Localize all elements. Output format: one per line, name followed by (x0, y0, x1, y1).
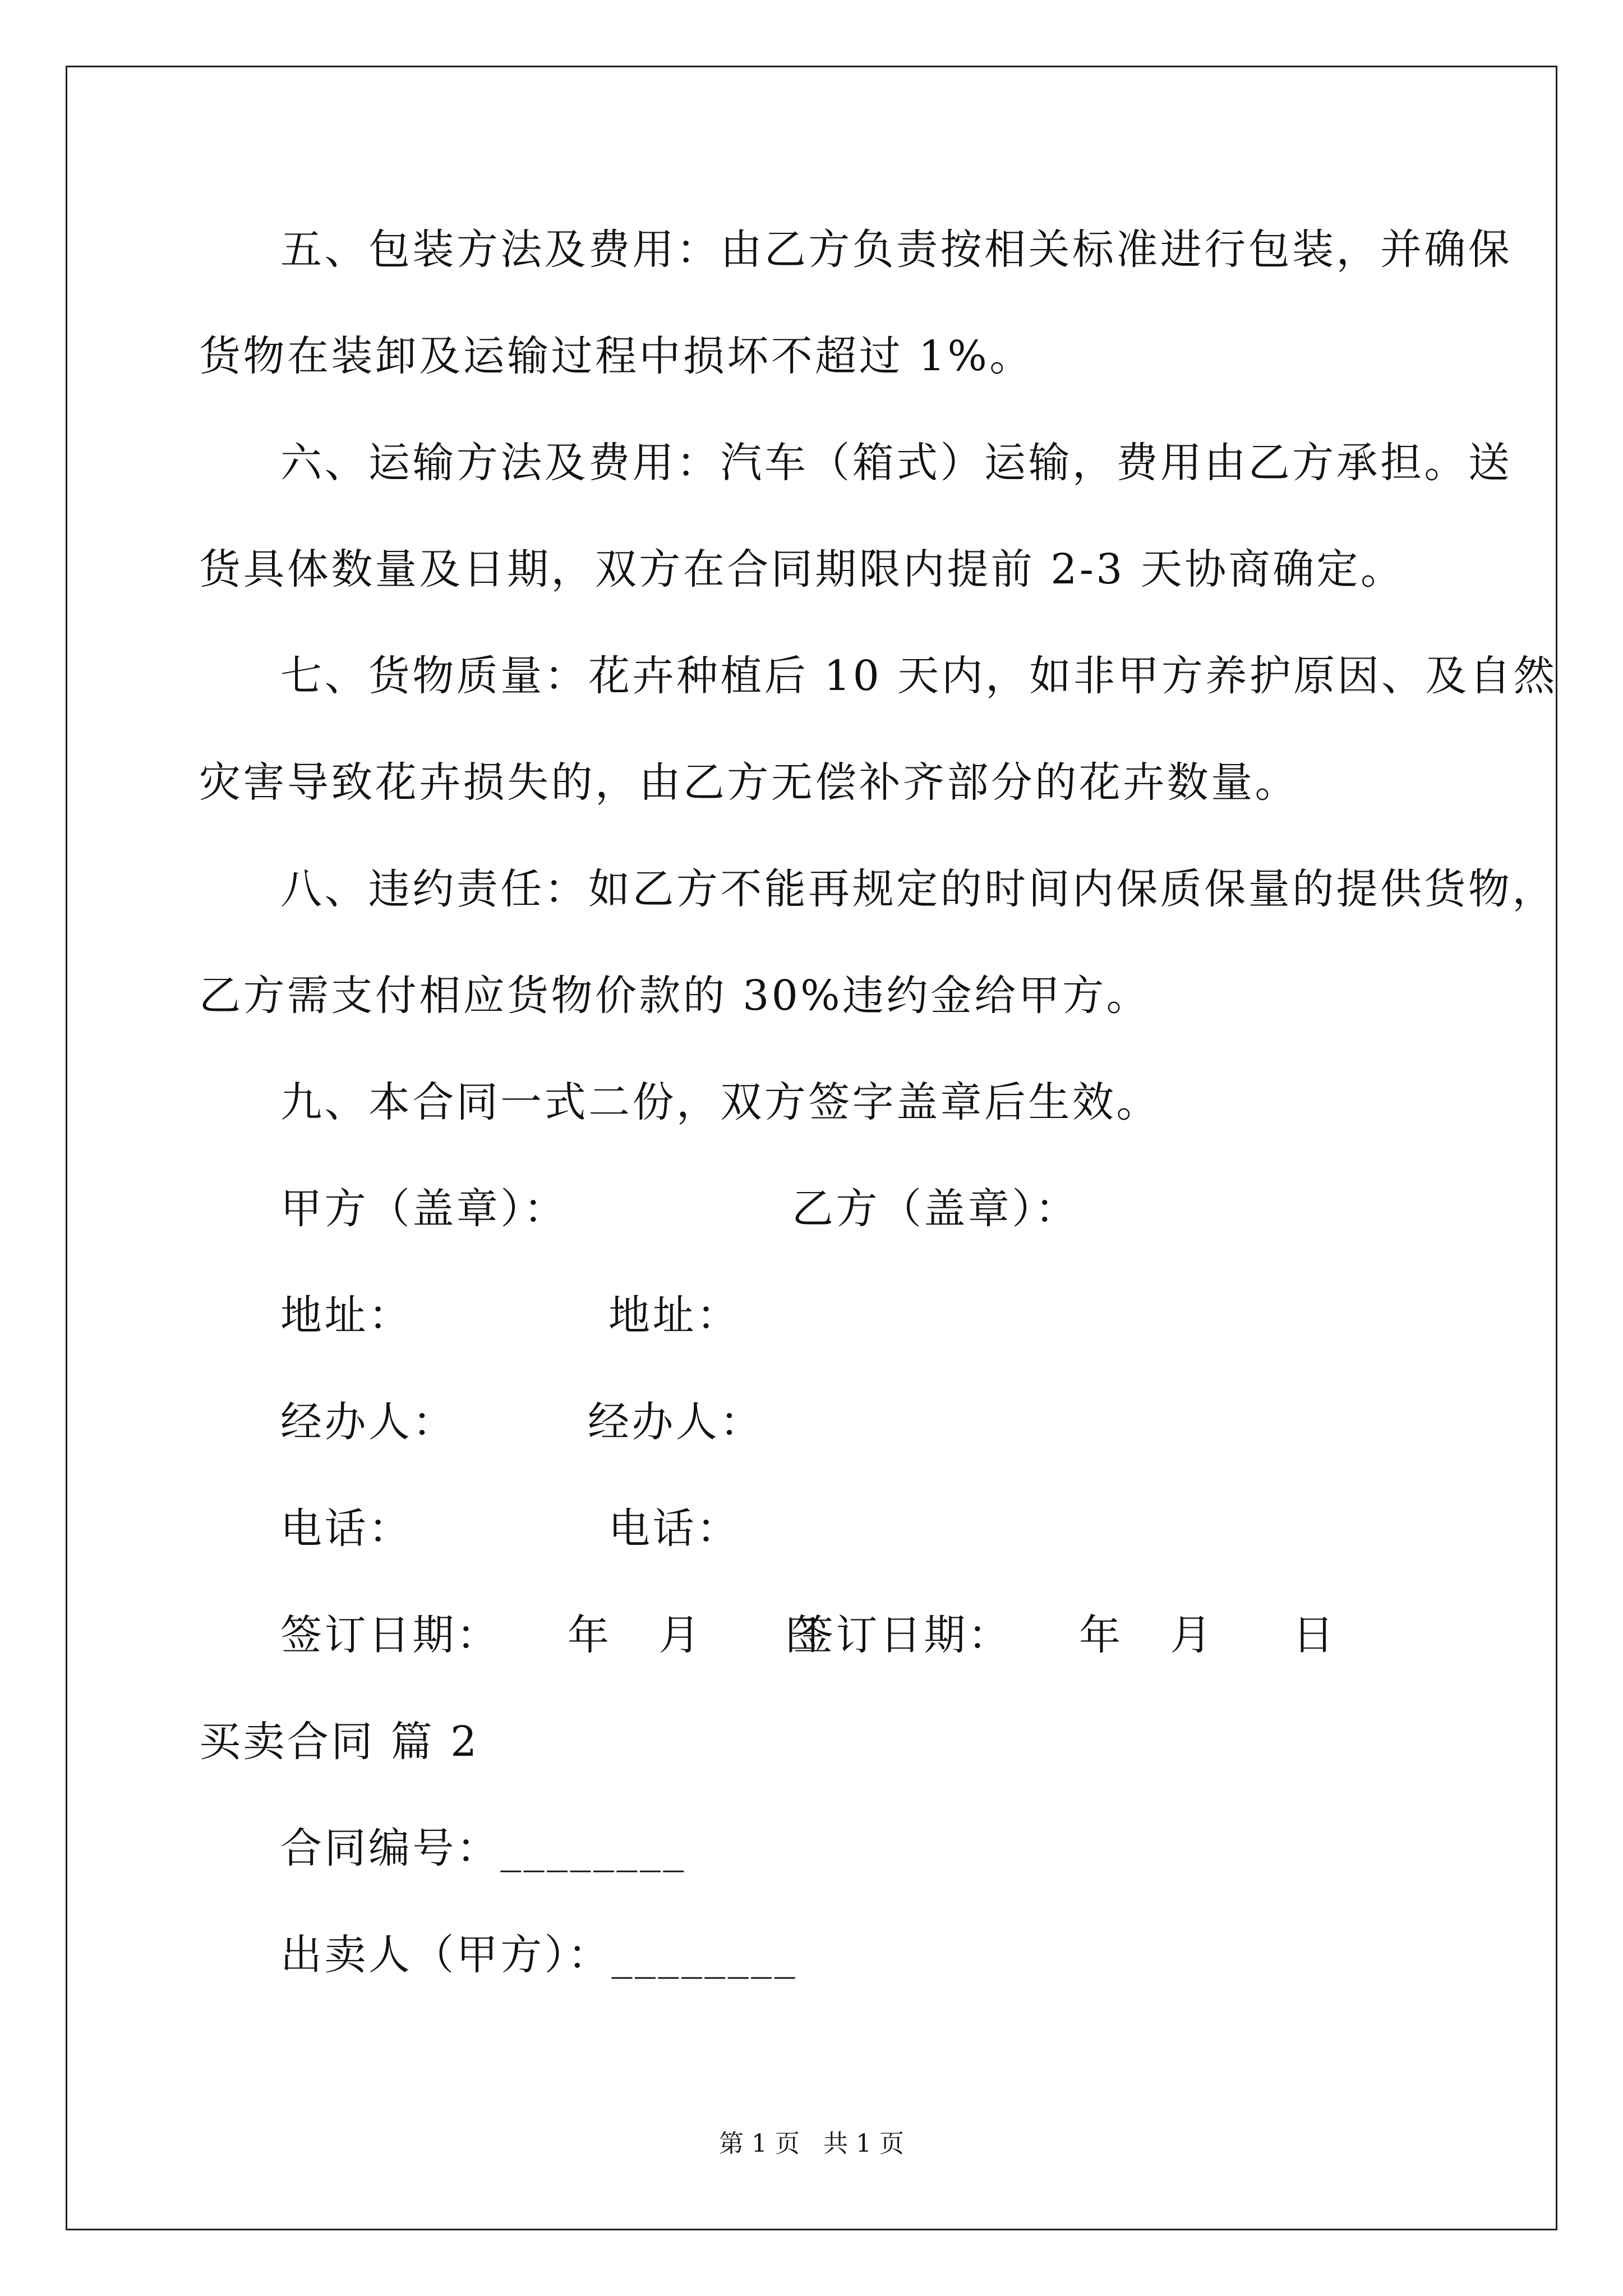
party-b-agent-label: 经办人： (588, 1398, 764, 1446)
page-frame (66, 66, 1557, 2230)
party-a-phone-label: 电话： (280, 1504, 413, 1553)
party-a-sign-date-label: 签订日期： (280, 1611, 501, 1659)
clause-8-line-1: 八、违约责任：如乙方不能再规定的时间内保质保量的提供货物， (280, 865, 1556, 913)
seller-line: 出卖人（甲方）：________ (280, 1931, 798, 1979)
party-b-phone-label: 电话： (608, 1504, 741, 1553)
clause-6-line-1: 六、运输方法及费用：汽车（箱式）运输，费用由乙方承担。送 (280, 439, 1513, 487)
clause-8-line-2: 乙方需支付相应货物价款的 30%违约金给甲方。 (199, 972, 1151, 1020)
clause-9: 九、本合同一式二份，双方签字盖章后生效。 (280, 1078, 1160, 1126)
party-b-seal-label: 乙方（盖章）： (792, 1185, 1080, 1233)
clause-5-line-2: 货物在装卸及运输过程中损坏不超过 1%。 (199, 332, 1034, 380)
party-b-sign-date-fields: 年 月 日 (1079, 1611, 1337, 1659)
page-footer: 第 1 页 共 1 页 (719, 2129, 904, 2158)
party-b-sign-date-label: 签订日期： (792, 1611, 1012, 1659)
party-a-agent-label: 经办人： (280, 1398, 457, 1446)
clause-7-line-2: 灾害导致花卉损失的，由乙方无偿补齐部分的花卉数量。 (199, 758, 1299, 807)
party-b-address-label: 地址： (608, 1291, 741, 1340)
party-a-address-label: 地址： (280, 1291, 413, 1340)
section-2-heading: 买卖合同 篇 2 (199, 1718, 479, 1766)
clause-5-line-1: 五、包装方法及费用：由乙方负责按相关标准进行包装，并确保 (280, 226, 1513, 274)
clause-6-line-2: 货具体数量及日期，双方在合同期限内提前 2-3 天协商确定。 (199, 545, 1405, 593)
contract-number-line: 合同编号：________ (280, 1824, 686, 1872)
party-a-seal-label: 甲方（盖章）： (280, 1185, 568, 1233)
party-a-sign-date-fields: 年 月 日 (568, 1611, 826, 1659)
clause-7-line-1: 七、货物质量：花卉种植后 10 天内，如非甲方养护原因、及自然 (280, 652, 1557, 700)
